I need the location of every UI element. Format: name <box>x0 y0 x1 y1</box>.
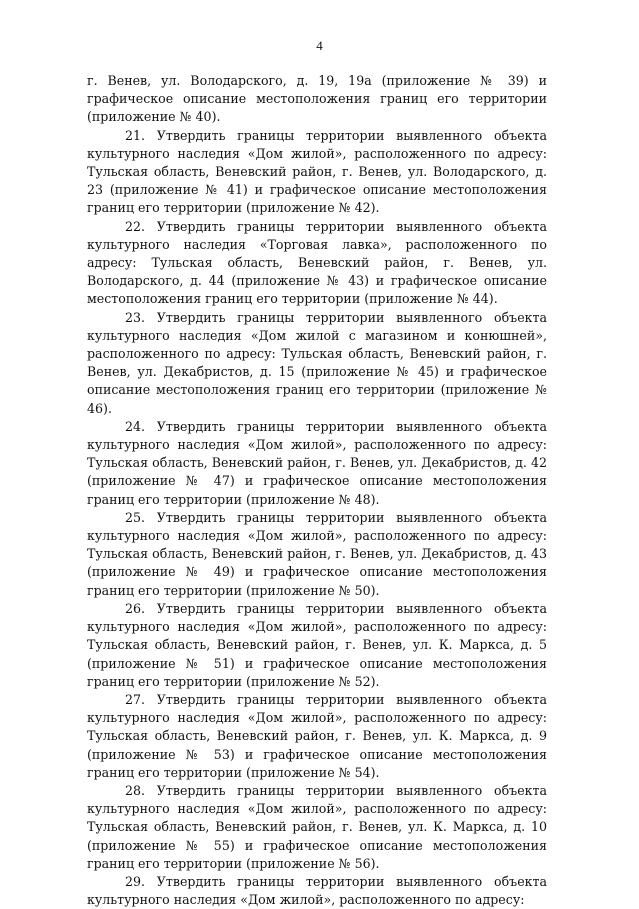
paragraph-item-21: 21. Утвердить границы территории выявленного объекта культурного наследия «Дом жилой», расположенного по адресу: Тульская область, Веневский район, г. Венев, ул. Володарского, д. 23 (приложение № 41) и графическое описание местоположения границ его территории (приложение № 42). <box>87 127 547 216</box>
paragraph-item-29: 29. Утвердить границы территории выявленного объекта культурного наследия «Дом жилой», расположенного по адресу: <box>87 873 547 908</box>
document-body <box>87 72 547 909</box>
paragraph-item-26: 26. Утвердить границы территории выявленного объекта культурного наследия «Дом жилой», расположенного по адресу: Тульская область, Веневский район, г. Венев, ул. К. Маркса, д. 5 (приложение № 51) и графическое описание местоположения границ его территории (приложение № 52). <box>87 600 547 689</box>
paragraph-item-23: 23. Утвердить границы территории выявленного объекта культурного наследия «Дом жилой с магазином и конюшней», расположенного по адресу: Тульская область, Веневский район, г. Венев, ул. Декабристов, д. 15 (приложение № 45) и графическое описание местоположения границ его территории (приложение № 46). <box>87 309 547 416</box>
paragraph-continuation: г. Венев, ул. Володарского, д. 19, 19а (приложение № 39) и графическое описание местоположения границ его территории (приложение № 40). <box>87 73 547 125</box>
paragraph-item-27: 27. Утвердить границы территории выявленного объекта культурного наследия «Дом жилой», расположенного по адресу: Тульская область, Веневский район, г. Венев, ул. К. Маркса, д. 9 (приложение № 53) и графическое описание местоположения границ его территории (приложение № 54). <box>87 691 547 780</box>
paragraph-item-24: 24. Утвердить границы территории выявленного объекта культурного наследия «Дом жилой», расположенного по адресу: Тульская область, Веневский район, г. Венев, ул. Декабристов, д. 42 (приложение № 47) и графическое описание местоположения границ его территории (приложение № 48). <box>87 418 547 507</box>
paragraph-item-25: 25. Утвердить границы территории выявленного объекта культурного наследия «Дом жилой», расположенного по адресу: Тульская область, Веневский район, г. Венев, ул. Декабристов, д. 43 (приложение № 49) и графическое описание местоположения границ его территории (приложение № 50). <box>87 509 547 598</box>
paragraph-item-28: 28. Утвердить границы территории выявленного объекта культурного наследия «Дом жилой», расположенного по адресу: Тульская область, Веневский район, г. Венев, ул. К. Маркса, д. 10 (приложение № 55) и графическое описание местоположения границ его территории (приложение № 56). <box>87 782 547 871</box>
paragraph-item-22: 22. Утвердить границы территории выявленного объекта культурного наследия «Торговая лавка», расположенного по адресу: Тульская область, Веневский район, г. Венев, ул. Володарского, д. 44 (приложение № 43) и графическое описание местоположения границ его территории (приложение № 44). <box>87 218 547 307</box>
page-number: 4 <box>316 38 323 53</box>
